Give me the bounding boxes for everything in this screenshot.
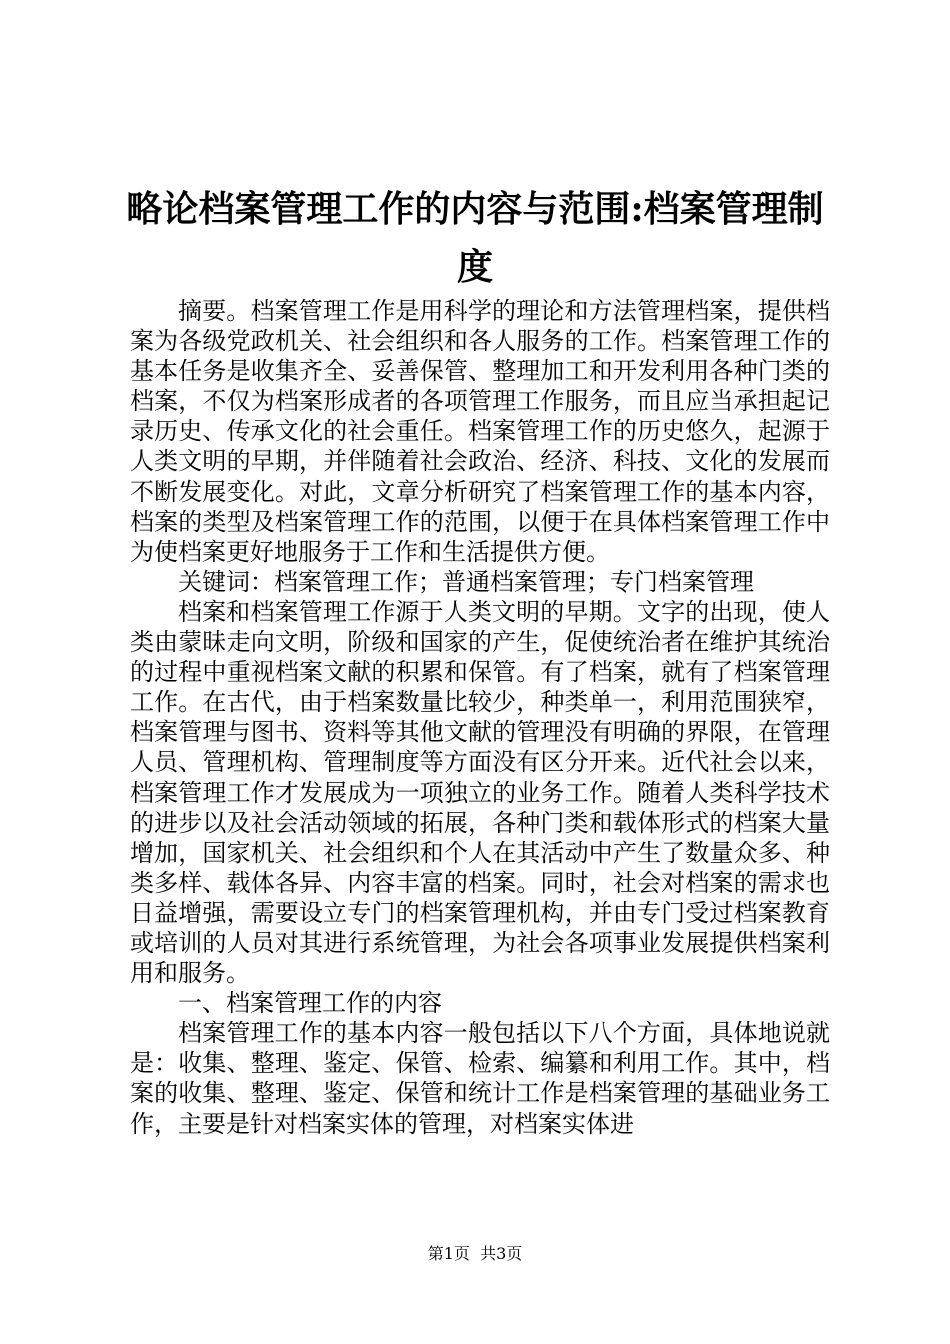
abstract-paragraph: 摘要。档案管理工作是用科学的理论和方法管理档案，提供档案为各级党政机关、社会组织和各人服务的工作。档案管理工作的基本任务是收集齐全、妥善保管、整理加工和开发利用各种门类的档案，不仅为档案形成者的各项管理工作服务，而且应当承担起记录历史、传承文化的社会重任。档案管理工作的历史悠久，起源于人类文明的早期，并伴随着社会政治、经济、科技、文化的发展而不断发展变化。对此，文章分析研究了档案管理工作的基本内容，档案的类型及档案管理工作的范围，以便于在具体档案管理工作中为使档案更好地服务于工作和生活提供方便。 <box>130 297 830 566</box>
intro-paragraph: 档案和档案管理工作源于人类文明的早期。文字的出现，使人类由蒙昧走向文明，阶级和国家的产生，促使统治者在维护其统治的过程中重视档案文献的积累和保管。有了档案，就有了档案管理工作。在古代，由于档案数量比较少，种类单一，利用范围狭窄，档案管理与图书、资料等其他文献的管理没有明确的界限，在管理人员、管理机构、管理制度等方面没有区分开来。近代社会以来，档案管理工作才发展成为一项独立的业务工作。随着人类科学技术的进步以及社会活动领域的拓展，各种门类和载体形式的档案大量增加，国家机关、社会组织和个人在其活动中产生了数量众多、种类多样、载体各异、内容丰富的档案。同时，社会对档案的需求也日益增强，需要设立专门的档案管理机构，并由专门受过档案教育或培训的人员对其进行系统管理，为社会各项事业发展提供档案利用和服务。 <box>130 597 830 988</box>
document-title: 略论档案管理工作的内容与范围:档案管理制度 <box>126 188 824 288</box>
page-footer <box>0 1244 950 1264</box>
page-number: 第1页 <box>427 1244 470 1263</box>
document-body <box>130 296 830 1139</box>
page-total: 共3页 <box>480 1244 523 1263</box>
section-heading: 一、档案管理工作的内容 <box>178 989 442 1018</box>
keywords-paragraph: 关键词：档案管理工作；普通档案管理；专门档案管理 <box>178 567 754 596</box>
section-paragraph: 档案管理工作的基本内容一般包括以下八个方面，具体地说就是：收集、整理、鉴定、保管、检索、编纂和利用工作。其中，档案的收集、整理、鉴定、保管和统计工作是档案管理的基础业务工作，主要是针对档案实体的管理，对档案实体进 <box>130 1019 830 1138</box>
